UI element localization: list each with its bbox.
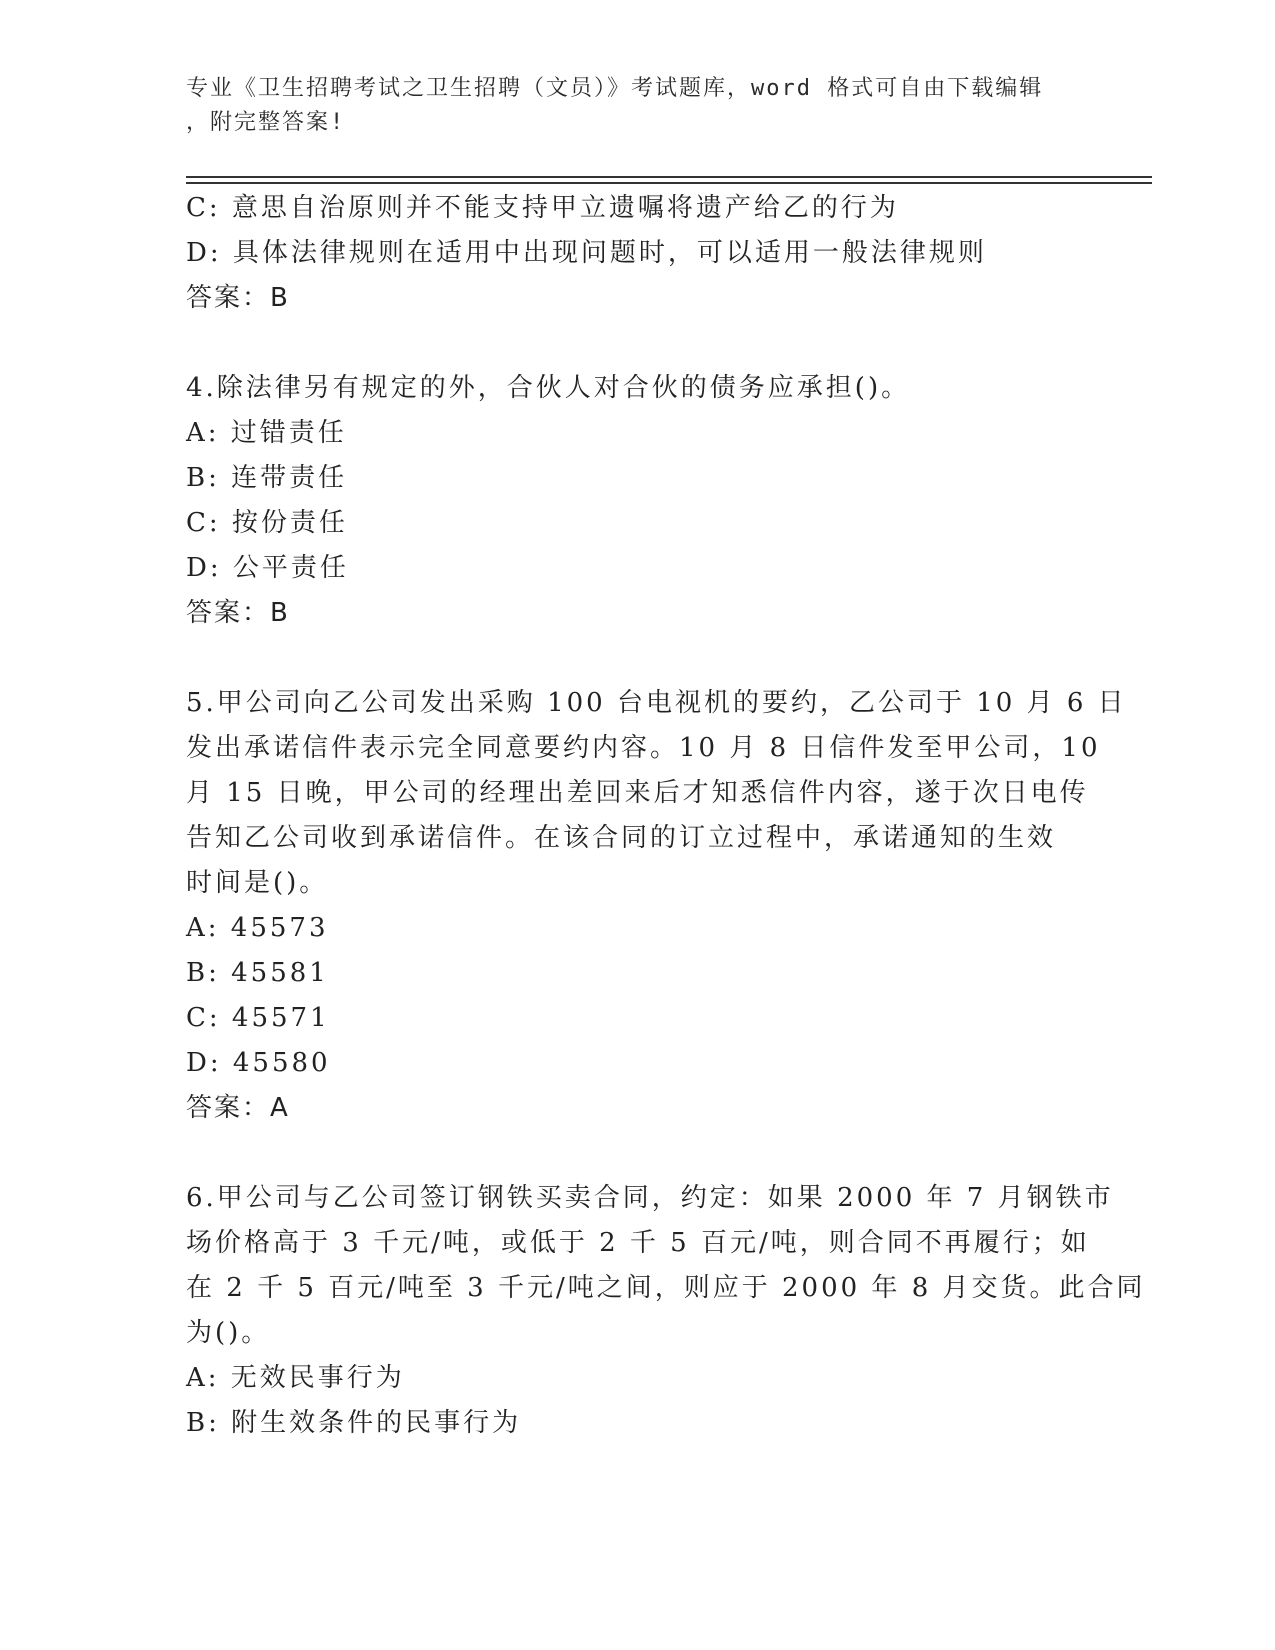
q5-answer: 答案：A xyxy=(186,1093,290,1123)
q4-option-a: A: 过错责任 xyxy=(186,418,347,448)
q4-stem: 4.除法律另有规定的外，合伙人对合伙的债务应承担()。 xyxy=(186,373,911,403)
q5-option-b: B: 45581 xyxy=(186,958,329,988)
header-line-1: 专业《卫生招聘考试之卫生招聘（文员）》考试题库，word 格式可自由下载编辑 xyxy=(186,76,1044,101)
q5-option-c: C: 45571 xyxy=(186,1003,330,1033)
q4-option-b: B: 连带责任 xyxy=(186,463,348,493)
question-3-tail xyxy=(186,186,1066,321)
q6-stem-line-3: 在 2 千 5 百元/吨至 3 千元/吨之间，则应于 2000 年 8 月交货。此合同 xyxy=(186,1273,1146,1303)
q3-option-d: D: 具体法律规则在适用中出现问题时，可以适用一般法律规则 xyxy=(186,238,987,268)
q6-stem-line-2: 场价格高于 3 千元/吨，或低于 2 千 5 百元/吨，则合同不再履行；如 xyxy=(186,1228,1090,1258)
header-line-2: ，附完整答案! xyxy=(186,110,346,135)
q4-answer: 答案：B xyxy=(186,598,290,628)
header-divider-top xyxy=(186,176,1152,178)
q5-stem-line-4: 告知乙公司收到承诺信件。在该合同的订立过程中，承诺通知的生效 xyxy=(186,823,1057,853)
q3-answer: 答案：B xyxy=(186,283,290,313)
q5-option-d: D: 45580 xyxy=(186,1048,331,1078)
document-body xyxy=(186,186,1146,1446)
q6-stem-line-4: 为()。 xyxy=(186,1318,271,1348)
q5-stem-line-5: 时间是()。 xyxy=(186,868,329,898)
q4-option-c: C: 按份责任 xyxy=(186,508,348,538)
q5-option-a: A: 45573 xyxy=(186,913,329,943)
question-5 xyxy=(186,681,1127,1131)
q6-option-a: A: 无效民事行为 xyxy=(186,1363,405,1393)
q5-stem-line-3: 月 15 日晚，甲公司的经理出差回来后才知悉信件内容，遂于次日电传 xyxy=(186,778,1089,808)
header-divider-bottom xyxy=(186,182,1152,184)
q3-option-c: C: 意思自治原则并不能支持甲立遗嘱将遗产给乙的行为 xyxy=(186,193,899,223)
q5-stem-line-1: 5.甲公司向乙公司发出采购 100 台电视机的要约，乙公司于 10 月 6 日 xyxy=(186,688,1127,718)
question-6 xyxy=(186,1176,1146,1446)
q5-stem-line-2: 发出承诺信件表示完全同意要约内容。10 月 8 日信件发至甲公司，10 xyxy=(186,733,1101,763)
q6-stem-line-1: 6.甲公司与乙公司签订钢铁买卖合同，约定：如果 2000 年 7 月钢铁市 xyxy=(186,1183,1114,1213)
q6-option-b: B: 附生效条件的民事行为 xyxy=(186,1408,522,1438)
document-header xyxy=(186,72,1066,140)
q4-option-d: D: 公平责任 xyxy=(186,553,349,583)
question-4 xyxy=(186,366,1066,636)
